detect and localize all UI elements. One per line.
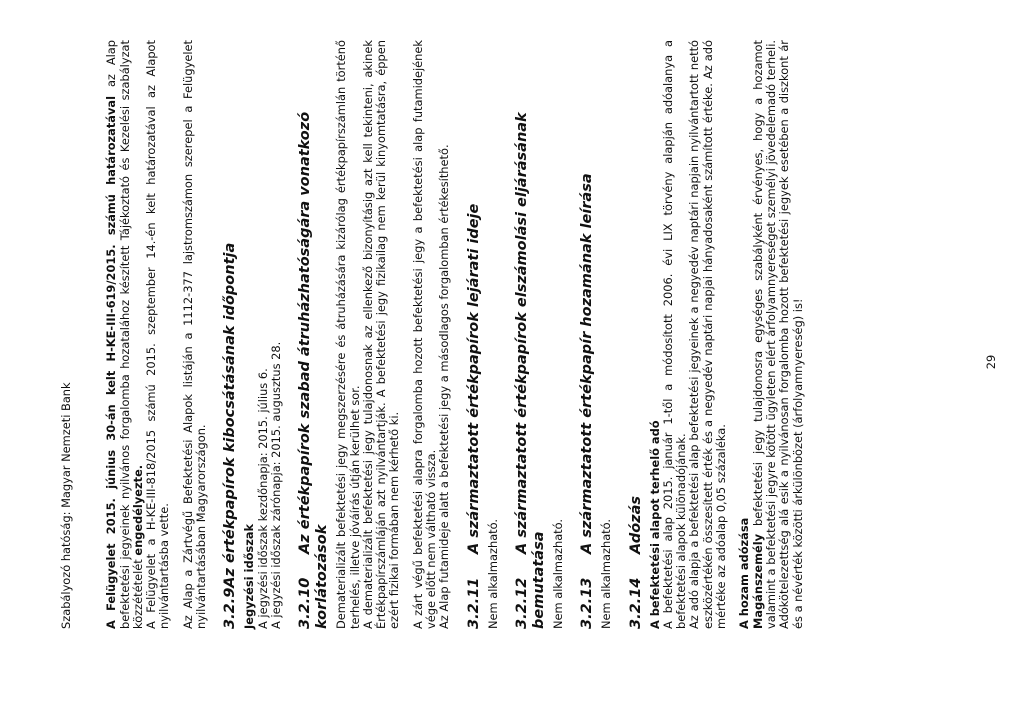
section-3-2-11-text: Nem alkalmazható. [485, 518, 500, 629]
fund-tax-paragraph-2: Az adó alapja a befektetési alap befektetési jegyeinek a negyedév naptári napjain nyilvántartott nettó eszközértékén összesített érték és a negyedév naptári napjai hányadosaként számított értéke. Az adó mértéke az adóalap 0,05 százaléka. [687, 40, 729, 629]
section-3-2-14-heading: 3.2.14 Adózás [627, 495, 644, 629]
section-3-2-9-heading: 3.2.9Az értékpapírok kibocsátásának időpontja [222, 242, 239, 629]
section-3-2-11-heading: 3.2.11 A származtatott értékpapírok lejárati ideje [465, 203, 482, 629]
transfer-paragraph-4: Az Alap futamideje alatt a befektetési jegy a másodlagos forgalomban értékesíthető. [437, 144, 452, 629]
section-3-2-12-text: Nem alkalmazható. [550, 518, 565, 629]
approved-word: engedélyezte. [130, 464, 145, 556]
subscription-end: A jegyzési időszak zárónapja: 2015. augusztus 28. [268, 341, 283, 629]
transfer-paragraph-3: A zárt végű befektetési alapra forgalomba hozott befektetési jegy a befektetési alap futamidejének vége előtt nem váltható vissza. [410, 40, 439, 629]
transfer-paragraph-1: Dematerializált befektetési jegy megszerzésére és átruházására kizárólag értékpapírszámlán történő terhelés, illetve jóváírás útján kerülhet sor. [334, 40, 362, 629]
section-3-2-13-text: Nem alkalmazható. [599, 518, 614, 629]
resolution-lead: A Felügyelet 2015. június 30-án kelt H-KE-III-619/2015. számú határozatával [104, 95, 119, 629]
fund-listing-paragraph: Az Alap a Zártvégű Befektetési Alapok listáján a 1112-377 lajstromszámon szerepel a Felügyelet nyilvántartásában Magyarországon. [180, 40, 209, 629]
fund-tax-subheading: A befektetési alapot terhelő adó [647, 420, 662, 629]
section-3-2-10-heading: 3.2.10 Az értékpapírok szabad átruházhatóságára vonatkozó korlátozások [297, 111, 331, 629]
registration-text: A Felügyelet a H-KE-III-818/2015 számú 2015. szeptember 14.-én kelt határozatával az Alapot nyilvántartásba vette. [144, 40, 172, 629]
transfer-paragraph-2: A dematerializált befektetési jegy tulajdonosnak az ellenkező bizonyításig azt kell tekinteni, akinek Értékpapírszámláján azt nyilvántartják. A befektetési jegy fizikailag nem kerül kinyomtatásra, éppen ezért fizikai formában nem kérhető ki. [360, 40, 402, 629]
page-number: 29 [984, 354, 998, 370]
section-3-2-13-heading: 3.2.13 A származtatott értékpapír hozamának leírása [579, 173, 596, 629]
resolution-text: az Alap befektetési jegyeinek nyilvános forgalomba hozatalához készített Tájékoztató és Kezelési szabályzat közzétételét [104, 40, 145, 629]
yield-tax-subheading: A hozam adózása [737, 517, 752, 629]
regulator-line: Szabályozó hatóság: Magyar Nemzeti Bank [59, 382, 73, 629]
fund-tax-paragraph-1: A befektetési alap 2015. január 1-től a módosított 2006. évi LIX törvény alapján adóalanya a befektetési alapok különadójának. [660, 40, 689, 629]
section-3-2-12-heading: 3.2.12 A származtatott értékpapírok elszámolási eljárásának bemutatása [513, 112, 547, 629]
subscription-start: A jegyzési időszak kezdőnapja: 2015. július 6. [255, 368, 270, 629]
yield-tax-paragraph: Magánszemély befektetési jegy tulajdonosra egységes szabályként érvényes, hogy a hozamot valamint a befektetési jegyre kötött ügyleten elért árfolyamnyereséget személyi jövedelemadó terheli. Adókötelezettség alá esik a nyilvánosan forgalomba hozott befektetési jegyek esetében a diszkont ár és a névérték közötti árkülönbözet (árfolyamnyereség) is! [750, 40, 805, 629]
subscription-period-label: Jegyzési időszak [242, 523, 257, 629]
supervision-paragraph [105, 40, 171, 629]
private-person-lead: Magánszemély [750, 533, 765, 629]
